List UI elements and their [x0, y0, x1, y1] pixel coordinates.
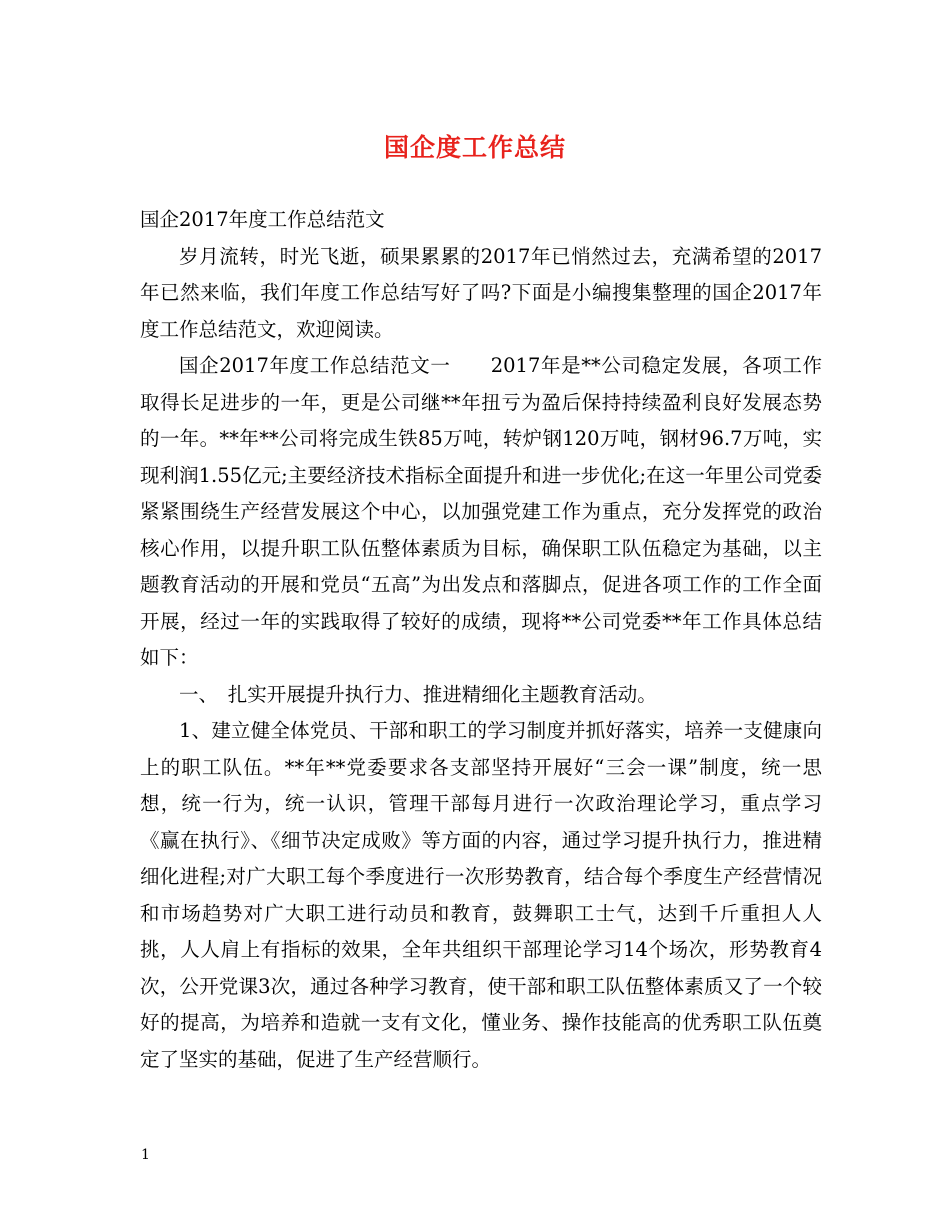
page-number: 1 — [141, 1147, 150, 1163]
section-heading-1: 一、 扎实开展提升执行力、推进精细化主题教育活动。 — [179, 682, 657, 706]
paragraph-summary: 国企2017年度工作总结范文一 2017年是**公司稳定发展，各项工作取得长足进步的一年，更是公司继**年扭亏为盈后保持持续盈利良好发展态势的一年。**年**公司将完成生铁85万吨，转炉钢120万吨，钢材96.7万吨，实现利润1.55亿元;主要经济技术指标全面提升和进一步优化;在这一年里公司党委紧紧围绕生产经营发展这个中心，以加强党建工作为重点，充分发挥党的政治核心作用，以提升职工队伍整体素质为目标，确保职工队伍稳定为基础，以主题教育活动的开展和党员“五高”为出发点和落脚点，促进各项工作的工作全面开展，经过一年的实践取得了较好的成绩，现将**公司党委**年工作具体总结如下： — [140, 354, 822, 669]
paragraph-section-1-item-1: 1、建立健全体党员、干部和职工的学习制度并抓好落实，培养一支健康向上的职工队伍。**年**党委要求各支部坚持开展好“三会一课”制度，统一思想，统一行为，统一认识，管理干部每月进行一次政治理论学习，重点学习《赢在执行》、《细节决定成败》等方面的内容，通过学习提升执行力，推进精细化进程;对广大职工每个季度进行一次形势教育，结合每个季度生产经营情况和市场趋势对广大职工进行动员和教育，鼓舞职工士气，达到千斤重担人人挑，人人肩上有指标的效果，全年共组织干部理论学习14个场次，形势教育4次，公开党课3次，通过各种学习教育，使干部和职工队伍整体素质又了一个较好的提高，为培养和造就一支有文化，懂业务、操作技能高的优秀职工队伍奠定了坚实的基础，促进了生产经营顺行。 — [140, 719, 822, 1071]
document-subtitle: 国企2017年度工作总结范文 — [140, 208, 385, 231]
document-title: 国企度工作总结 — [383, 133, 566, 162]
document-body — [140, 202, 822, 1078]
paragraph-intro: 岁月流转，时光飞逝，硕果累累的2017年已悄然过去，充满希望的2017年已然来临，我们年度工作总结写好了吗?下面是小编搜集整理的国企2017年度工作总结范文，欢迎阅读。 — [140, 244, 822, 341]
